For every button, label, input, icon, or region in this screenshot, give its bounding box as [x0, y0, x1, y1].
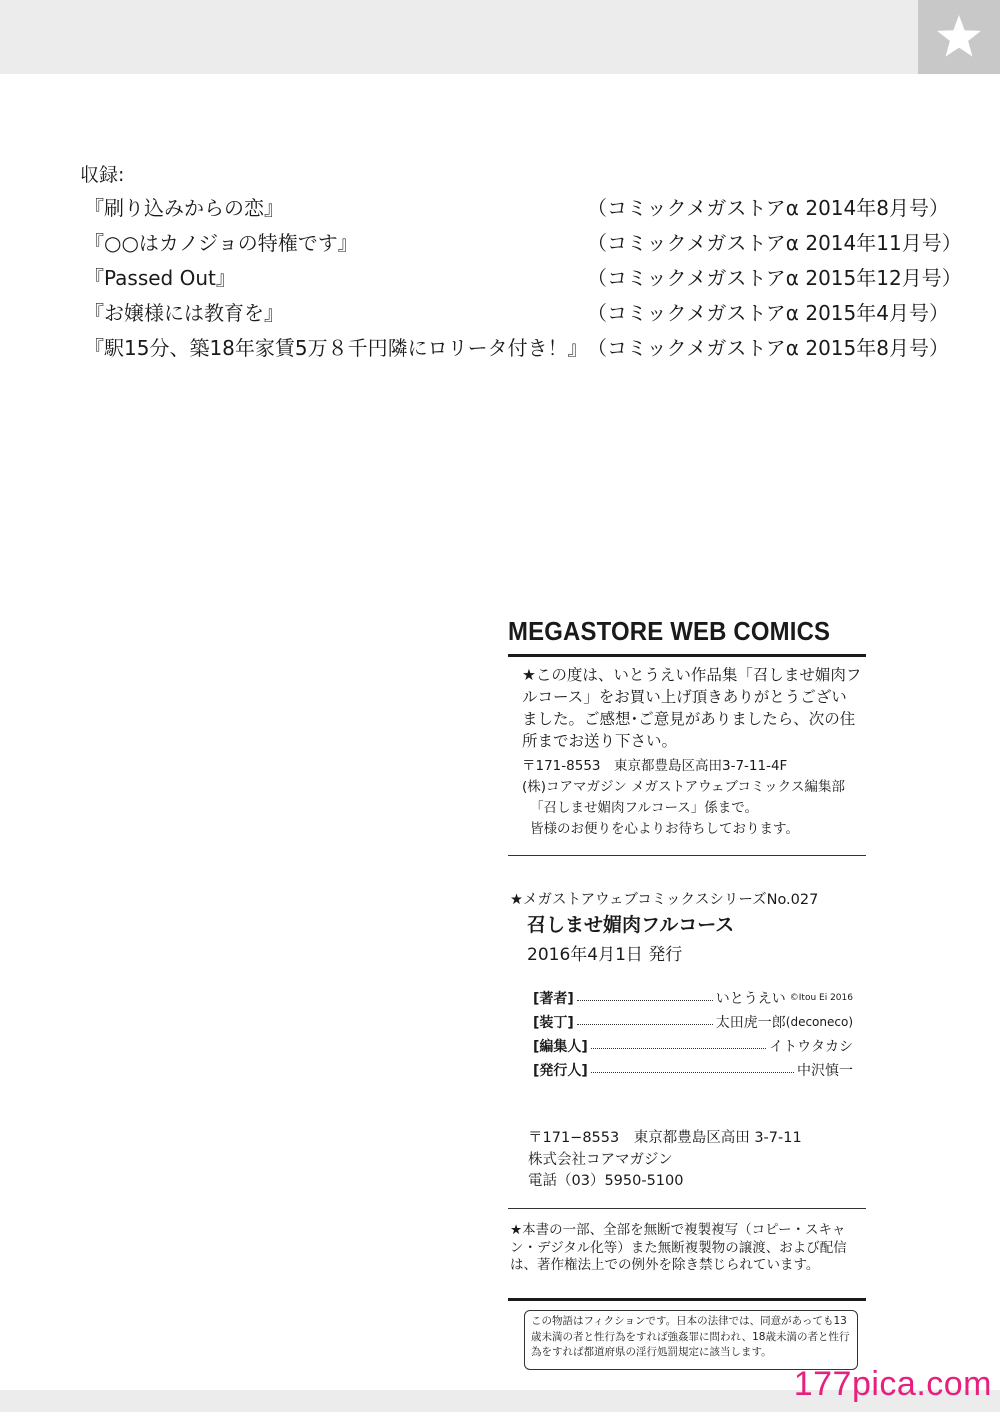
story-title: 『お嬢様には教育を』 — [84, 301, 284, 325]
credit-role: [著者] — [533, 991, 574, 1007]
story-title: 『駅15分、築18年家賃5万８千円隣にロリータ付き！』 — [84, 336, 588, 360]
fiction-notice: この物語はフィクションです。日本の法律では、同意があっても13歳未満の者と性行為をすれば強姦罪に問われ、18歳未満の者と性行為をすれば都道府県の淫行処罰規定に該当します。 — [524, 1310, 858, 1370]
publisher-address — [528, 1128, 802, 1193]
credit-role: [装丁] — [533, 1015, 574, 1031]
credit-name: 太田虎一郎 — [715, 1015, 786, 1031]
story-source: （コミックメガストアα 2015年8月号） — [587, 336, 949, 360]
copyright-mark: ©Itou Ei 2016 — [789, 993, 853, 1003]
corner-box — [918, 0, 1000, 74]
address-line: 〒171-8553 東京都豊島区高田3-7-11-4F — [522, 758, 788, 774]
divider — [508, 855, 866, 856]
top-band — [0, 0, 1000, 74]
address-line: 株式会社コアマガジン — [528, 1151, 673, 1168]
list-item — [84, 298, 964, 333]
address-line: (株)コアマガジン メガストアウェブコミックス編集部 — [522, 779, 845, 795]
credit-name: いとうえい — [715, 991, 786, 1007]
thank-you-message: ★この度は、いとうえい作品集「召しませ媚肉フルコース」をお買い上げ頂きありがとうございました。ご感想･ご意見がありましたら、次の住所までお送り下さい。 — [522, 666, 862, 750]
address-line: 「召しませ媚肉フルコース」係まで。 — [530, 800, 759, 816]
story-title: 『刷り込みからの恋』 — [84, 196, 284, 220]
address-line: 皆様のお便りを心よりお待ちしております。 — [530, 821, 799, 837]
book-title: 召しませ媚肉フルコース — [527, 914, 735, 936]
divider — [508, 1298, 866, 1301]
credit-row — [533, 1010, 853, 1034]
address-line: 電話（03）5950-5100 — [528, 1173, 684, 1189]
star-icon — [934, 12, 984, 62]
publication-date: 2016年4月1日 発行 — [527, 945, 683, 965]
reader-address — [522, 756, 845, 840]
dot-leader — [577, 1000, 713, 1001]
credit-row — [533, 1058, 853, 1082]
credit-role: [発行人] — [533, 1063, 588, 1079]
list-item — [84, 263, 964, 298]
story-title: 『○○はカノジョの特権です』 — [84, 231, 358, 255]
list-item — [84, 193, 964, 228]
series-label: ★メガストアウェブコミックスシリーズNo.027 — [510, 892, 819, 908]
address-line: 〒171−8553 東京都豊島区高田 3-7-11 — [528, 1130, 802, 1146]
credit-name: 中沢慎一 — [797, 1063, 853, 1079]
list-item — [84, 333, 964, 368]
story-source: （コミックメガストアα 2015年12月号） — [587, 266, 962, 290]
story-source: （コミックメガストアα 2014年8月号） — [587, 196, 949, 220]
divider — [508, 654, 866, 657]
dot-leader — [577, 1024, 713, 1025]
credits — [533, 986, 853, 1082]
list-item — [84, 228, 964, 263]
credit-extra: (deconeco) — [785, 1015, 853, 1029]
contents-heading: 収録: — [80, 164, 125, 186]
copyright-notice: ★本書の一部、全部を無断で複製複写（コピー・スキャン・デジタル化等）また無断複製物の譲渡、および配信は、著作権法上での例外を除き禁じられています。 — [510, 1222, 847, 1273]
credit-name: イトウタカシ — [769, 1039, 853, 1055]
divider — [508, 1208, 866, 1209]
credit-row — [533, 1034, 853, 1058]
dot-leader — [591, 1048, 766, 1049]
credit-row — [533, 986, 853, 1010]
dot-leader — [591, 1072, 794, 1073]
credit-role: [編集人] — [533, 1039, 588, 1055]
story-source: （コミックメガストアα 2015年4月号） — [587, 301, 949, 325]
contents-list — [84, 193, 964, 368]
story-title: 『Passed Out』 — [84, 266, 236, 290]
watermark: 177pica.com — [793, 1365, 992, 1403]
story-source: （コミックメガストアα 2014年11月号） — [587, 231, 962, 255]
brand-logo: MEGASTORE WEB COMICS — [508, 616, 831, 646]
